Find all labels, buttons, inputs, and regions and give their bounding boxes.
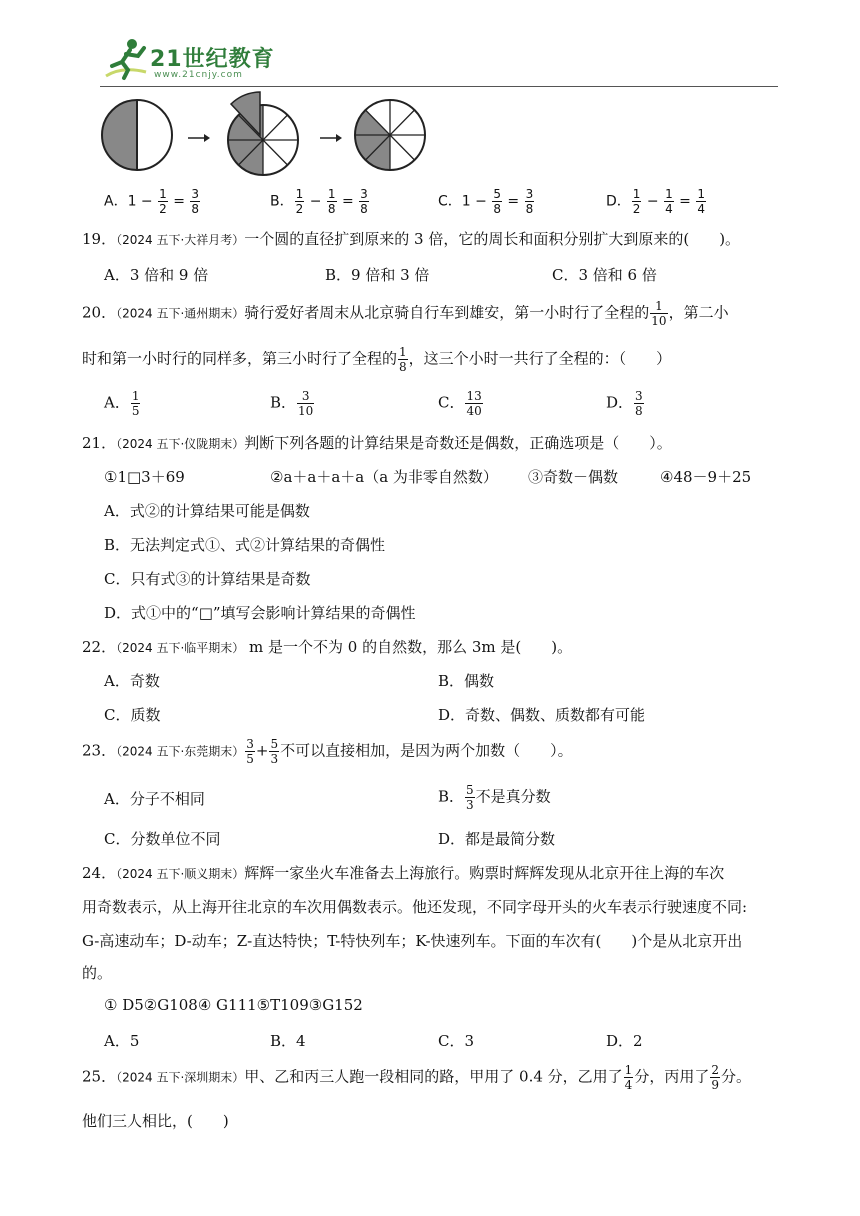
q25-stem-line2: 他们三人相比，( ) xyxy=(82,1112,229,1130)
fraction-denominator: 2 xyxy=(159,202,167,216)
q22-stem: 22．（2024 五下·临平期末） m 是一个不为 0 的自然数，那么 3m 是( )。 xyxy=(82,638,573,656)
q21-stem: 21．（2024 五下·仪陇期末）判断下列各题的计算结果是奇数还是偶数，正确选项是（ ）。 xyxy=(82,434,672,452)
half-circle-pie xyxy=(102,100,172,170)
q23-option-c[interactable]: C．分数单位不同 xyxy=(104,830,221,848)
q20-option-a[interactable]: A． $\frac{1}{5}$ xyxy=(104,389,140,418)
q21-option-d[interactable]: D．式①中的“□”填写会影响计算结果的奇偶性 xyxy=(104,604,416,622)
q18-option-d[interactable]: D． $\frac{1}{2}$ − $\frac{1}{4}$ = $\frac{1}{4}$ xyxy=(606,187,705,216)
eighths-pie-with-slice-removed xyxy=(228,92,298,175)
q24-stem-line2: 用奇数表示，从上海开往北京的车次用偶数表示。他还发现，不同字母开头的火车表示行驶速度不同: xyxy=(82,898,748,916)
runner-logo-icon xyxy=(102,36,150,84)
q20-option-c[interactable]: C． $\frac{13}{40}$ xyxy=(438,389,482,418)
q21-expression-1: ①1□3＋69 xyxy=(104,468,185,486)
header-divider xyxy=(100,86,778,87)
q19-option-b[interactable]: B．9 倍和 3 倍 xyxy=(325,266,430,284)
q18-option-c[interactable]: C．1 − $\frac{5}{8}$ = $\frac{3}{8}$ xyxy=(438,187,534,216)
q22-option-b[interactable]: B．偶数 xyxy=(438,672,495,690)
q24-stem-line3: G-高速动车；D-动车；Z-直达特快；T-特快列车；K-快速列车。下面的车次有( )个是从北京开出 xyxy=(82,932,743,950)
q24-option-b[interactable]: B．4 xyxy=(270,1032,306,1050)
q22-option-c[interactable]: C．质数 xyxy=(104,706,161,724)
logo-text: 21世纪教育 xyxy=(150,47,275,72)
q21-expression-3: ③奇数－偶数 xyxy=(528,468,619,486)
q18-option-b[interactable]: B． $\frac{1}{2}$ − $\frac{1}{8}$ = $\frac{3}{8}$ xyxy=(270,187,368,216)
q24-stem-line4: 的。 xyxy=(82,964,113,982)
q21-expression-4: ④48－9＋25 xyxy=(660,468,752,486)
q24-option-a[interactable]: A．5 xyxy=(104,1032,140,1050)
q21-option-b[interactable]: B．无法判定式①、式②计算结果的奇偶性 xyxy=(104,536,386,554)
page-header xyxy=(100,36,780,88)
q20-stem-line2: 时和第一小时行的同样多，第三小时行了全程的 $\frac{1}{8}$ ，这三个小时一共行了全程的：（ ） xyxy=(82,345,672,374)
q21-expression-2: ②a＋a＋a＋a（a 为非零自然数） xyxy=(270,468,498,486)
q19-option-a[interactable]: A．3 倍和 9 倍 xyxy=(104,266,209,284)
q21-option-c[interactable]: C．只有式③的计算结果是奇数 xyxy=(104,570,311,588)
q19-stem: 19．（2024 五下·大祥月考）一个圆的直径扩到原来的 3 倍，它的周长和面积分别扩大到原来的( )。 xyxy=(82,230,741,248)
q24-train-list: ① D5②G108④ G111⑤T109③G152 xyxy=(104,996,363,1014)
fraction-numerator: 1 xyxy=(159,187,167,201)
q24-option-c[interactable]: C．3 xyxy=(438,1032,475,1050)
q25-stem-line1: 25．（2024 五下·深圳期末）甲、乙和丙三人跑一段相同的路，甲用了 0.4 分，乙用了 $\frac{1}{4}$ 分，丙用了 $\frac{2}{9}$ 分。 xyxy=(82,1063,751,1092)
q18-option-a[interactable]: A．1 − $\frac{1}{2}$ = $\frac{3}{8}$ xyxy=(104,187,200,216)
q23-option-d[interactable]: D．都是最简分数 xyxy=(438,830,556,848)
q19-option-c[interactable]: C．3 倍和 6 倍 xyxy=(552,266,657,284)
q20-stem-line1: 20．（2024 五下·通州期末）骑行爱好者周末从北京骑自行车到雄安，第一小时行了全程的 $\frac{1}{10}$ ，第二小 xyxy=(82,299,729,328)
q24-option-d[interactable]: D．2 xyxy=(606,1032,643,1050)
q22-option-a[interactable]: A．奇数 xyxy=(104,672,160,690)
arrow-icon xyxy=(320,134,342,142)
q22-option-d[interactable]: D．奇数、偶数、质数都有可能 xyxy=(438,706,646,724)
q21-option-a[interactable]: A．式②的计算结果可能是偶数 xyxy=(104,502,310,520)
q23-stem: 23．（2024 五下·东莞期末） $\frac{3}{5}$ + $\frac{5}{3}$ 不可以直接相加，是因为两个加数（ ）。 xyxy=(82,737,573,766)
q23-option-a[interactable]: A．分子不相同 xyxy=(104,790,205,808)
eighths-pie-three-shaded xyxy=(355,100,425,170)
q23-option-b[interactable]: B． $\frac{5}{3}$ 不是真分数 xyxy=(438,783,551,812)
q20-option-d[interactable]: D． $\frac{3}{8}$ xyxy=(606,389,643,418)
fraction-pies-diagram xyxy=(100,90,440,180)
q24-stem-line1: 24．（2024 五下·顺义期末）辉辉一家坐火车准备去上海旅行。购票时辉辉发现从北京开往上海的车次 xyxy=(82,864,725,882)
logo-url: www.21cnjy.com xyxy=(154,70,243,80)
q20-option-b[interactable]: B． $\frac{3}{10}$ xyxy=(270,389,314,418)
arrow-icon xyxy=(188,134,210,142)
